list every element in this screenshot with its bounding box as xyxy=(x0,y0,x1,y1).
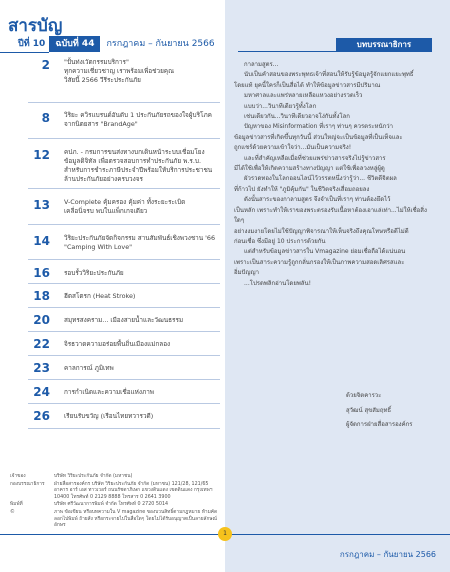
toc-page-number: 23 xyxy=(33,361,50,375)
toc-page-number: 16 xyxy=(33,266,50,280)
divider xyxy=(28,403,220,404)
toc-entry-text: คปภ. - กรมการขนส่งทางบกเดินหน้าระบบเชื่อมโยง ข้อมูลดิจิทัล เพื่อตรวจสอบการทำประกันภัย พ.ร.บ. สำหรับการชำระภาษีประจำปีพร้อมให้บริการประชาชน ล้านประกันภัยอย่างครบวงจร xyxy=(64,148,213,183)
toc-entry-text: วิริยะ ควิรแบรนด์อันดับ 1 ประกันภัยรถของใจผู้บริโภค จากนิตยสาร "BrandAge" xyxy=(64,111,212,128)
toc-entry-text: จิรธวาดความอร่อยพื้นถิ่นเมืองแม่กลอง xyxy=(64,340,171,348)
toc-entry-text: คาลการณ์ ภูมิเทพ xyxy=(64,364,114,372)
toc-entry-text: ฮีตสโตรก (Heat Stroke) xyxy=(64,292,136,300)
divider xyxy=(238,51,432,52)
divider xyxy=(28,331,220,332)
credit-row: กองบรรณาธิการ ฝ่ายสื่อสารองค์กร บริษัท วิริยะประกันภัย จำกัด (มหาชน) 121/28, 121/65 อาคาร อาร์ เอส ทาวเวอร์ ถนนรัชดาภิเษก แขวงดินแดง เขตดินแดง กรุงเทพฯ 10400 โทรศัพท์ 0 2129 8888 โทรสาร 0 2641 3900 xyxy=(10,481,213,500)
issue-label: ฉบับที่ 44 xyxy=(49,36,100,52)
author-name: สุวัฒน์ สุขสัมฤทธิ์ xyxy=(346,407,392,414)
author-title: ผู้จัดการฝ่ายสื่อสารองค์กร xyxy=(346,421,413,428)
toc-entry-text: สมุทรสงคราม... เมืองสายน้ำและวัฒนธรรม xyxy=(64,316,184,324)
issue-bar xyxy=(0,36,225,52)
editorial-heading: บทบรรณาธิการ xyxy=(336,38,432,52)
editorial-body: กาลามสูตร... นับเป็นคำสอนของพระพุทธเจ้าที่สอนให้รับรู้ข้อมูลรู้จักแยกแยะพุทธิ์ โดยแท้ ยุคนี้ใครก็เป็นสื่อได้ ทำให้ข้อมูลข่าวสารมีปริมาณ มหาศาลและแพร่หลายเหลือแหวงอย่างรวดเร็ว แบบว่า...วินาทีเดียวรู้ทั้งโลก เช่นเดียวกัน...วินาทีเดียวอาจโง่กันทั้งโลก ปัญหาของ Misinformation ที่เราๆ ท่านๆ ควรตระหนักว่า ข้อมูลข่าวสารที่เกิดขึ้นทุกวันนี้ ส่วนใหญ่จะเป็นข้อมูลที่เป็นเท็จและ ถูกแชร์ด้วยความเข้าใจว่า...มันเป็นความจริง! และที่สำคัญเหลือเมื่อที่ช่วยแพร่ข่าวสารจริงไปรู้ข่าวสาร มีได้ใช้เพื่อให้เกิดความสร้างทางปัญญา แต่ใช้เพื่อลวงหลู่ผู้ดู ผัวรวดทองในโลกออนไลน์ไว้วรรตหนึ่งว่ารู้ว่า... ชีวิตดีจิตผล ที่ก้าวไป ยังทำให้ "ภูมิคุ้มกัน" ในชีวิตจริงเสื่อมถอยลง ดังนั้นสาระของกาลามสูตร จึงจำเป็นที่เราๆ ท่านต้องยึดไว้ เป็นหลัก เพราะทำให้เราของพระตรองรับเนื้อหาต้องเอาแล่เท่า...ไม่ให้เชื่อสิ่งใดๆ อย่างงมงายโดยไม่ใช้ปัญญาพิจารณาให้เห็นจริงถึงคุณโทษหรือดีไม่ดี ก่อนเชื่อ ซึ่งมีอยู่ 10 ประการด้วยกัน แต่สำหรับข้อมูลข่าวสารใน Vmagazine ย่อมเชื่อถือได้แน่นอน เพราะเป็นสาระความรู้ถูกกลั่นกรองให้เป็นภาพความสอดเลิศรสและ อิ่มปัญญา ...โปรดพลิกอ่านโดยพลัน! xyxy=(234,60,430,289)
divider xyxy=(28,224,220,225)
toc-entry-text: "ปั้นท่งเวัตกรรมบริการ" ทุกความเชี่ยวชาญ เราพร้อมเพื่อช่วยคุณ วิสัยนี้ 2566 วีรีระประกันภัย xyxy=(64,58,175,84)
colophon xyxy=(10,474,222,531)
toc-page-number: 14 xyxy=(33,234,50,248)
greeting: กาลามสูตร... xyxy=(244,61,279,68)
credit-row: เจ้าของ บริษัท วิริยะประกันภัย จำกัด (มหาชน) xyxy=(10,474,133,479)
toc-entry-text: รอบรั้ววิริยะประกันภัย xyxy=(64,269,124,277)
toc-page-number: 18 xyxy=(33,289,50,303)
divider xyxy=(28,379,220,380)
divider xyxy=(28,355,220,356)
toc-page-number: 12 xyxy=(33,148,50,162)
toc-page-number: 2 xyxy=(41,58,50,72)
toc-entry-text: เรียนรับขวัญ (เรือนไทยทวารวดี) xyxy=(64,412,154,420)
page-title: สารบัญ xyxy=(8,16,63,36)
toc-page-number: 24 xyxy=(33,385,50,399)
divider xyxy=(28,188,220,189)
divider xyxy=(28,428,220,429)
divider xyxy=(28,138,220,139)
toc-entry-text: V-Complete คุ้มครอง คุ้มค่า ทั้งระยะระเบิด เคลื่อนิ่จรบ พบในแพ็กเกจเดียว xyxy=(64,198,186,215)
divider xyxy=(28,283,220,284)
credit-row: พิมพ์ที่ บริษัท ศรีวัฒนาการพิมพ์ จำกัด โทรศัพท์ 0 2720 5014 xyxy=(10,502,169,508)
toc-page-number: 22 xyxy=(33,337,50,351)
year-label: ปีที่ 10 xyxy=(0,36,49,53)
divider xyxy=(28,102,220,103)
divider xyxy=(28,307,220,308)
footer-date: กรกฎาคม – กันยายน 2566 xyxy=(339,550,436,559)
divider xyxy=(28,259,220,260)
toc-entry-text: วิริยะประกันภัยจัดกิจกรรม สานสัมพันธ์เชิงพวงชาน '66 "Camping With Love" xyxy=(64,234,216,251)
issue-date-range: กรกฎาคม – กันยายน 2566 xyxy=(106,39,215,49)
toc-entry-text: การกำเนิดและความเชื่อแห่งภาพ xyxy=(64,388,155,396)
sign-off: ด้วยจิตคารวะ xyxy=(346,392,382,399)
toc-page-number: 8 xyxy=(41,111,50,125)
toc-page-number: 26 xyxy=(33,409,50,423)
page-number: 1 xyxy=(218,527,232,541)
credit-row: © ภาพ ข้อเขียน หรือบทความใน V magazine ของบวนสิทธิ์ตามกฎหมาย ห้ามคัดลอกไปพิมพ์ ถ้ายส้ง หรือกระจายไปในสื่อใดๆ โดยไม่ได้รับอนุญาตเป็นลายลักษณ์อักษร xyxy=(10,509,218,529)
toc-page-number: 13 xyxy=(33,198,50,212)
toc-page-number: 20 xyxy=(33,313,50,327)
